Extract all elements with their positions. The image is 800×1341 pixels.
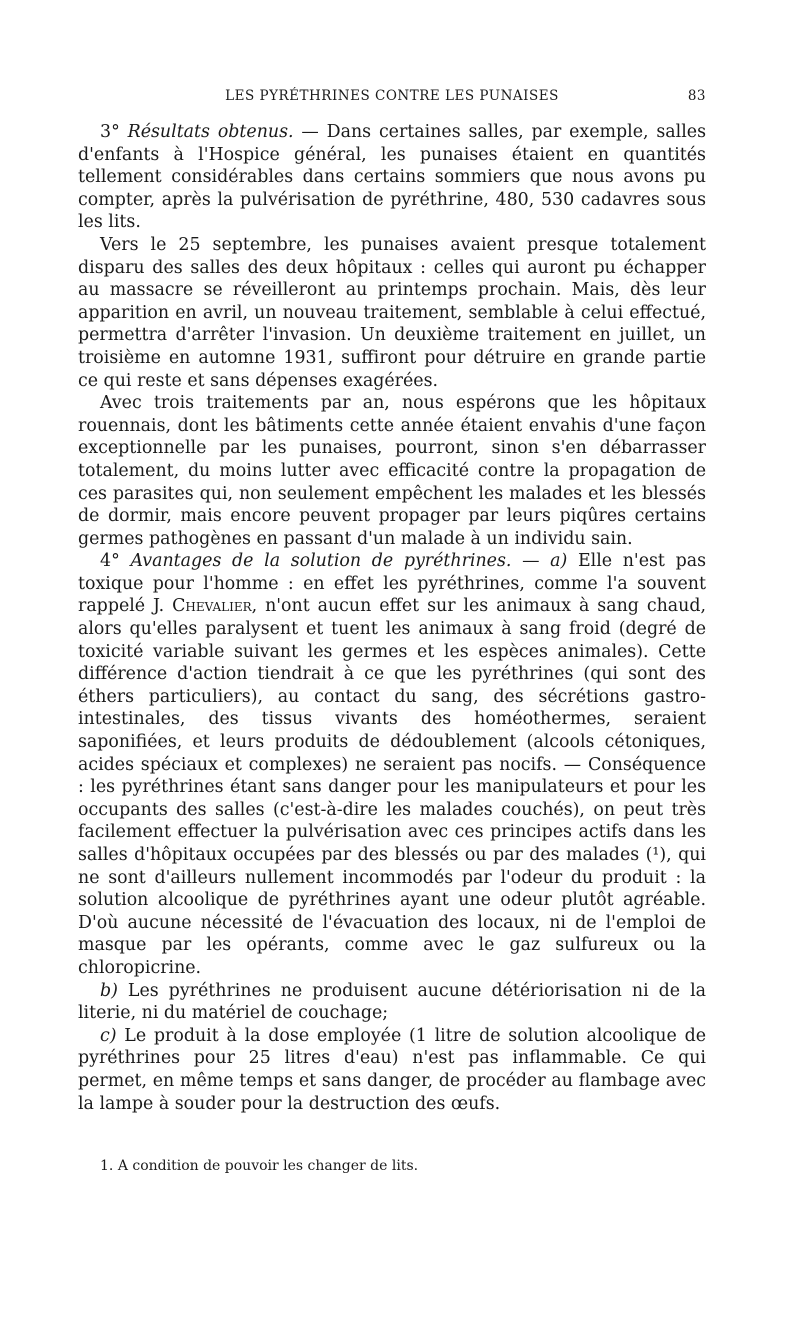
item-b-text: Les pyréthrines ne produisent aucune détériorisation ni de la literie, ni du matériel de couchage; xyxy=(78,980,706,1024)
author-name: Chevalier xyxy=(172,596,252,617)
item-a-text-2: , n'ont aucun effet sur les animaux à sang chaud, alors qu'elles paralysent et tuent les animaux à sang froid (degré de toxicité variable suivant les germes et les espèces animales). Cette différence d'action tiendrait à ce que les pyréthrines (qui sont des éthers particuliers), au contact du sang, des sécrétions gastro-intestinales, des tissus vivants des homéothermes, seraient saponifiées, et leurs produits de dédoublement (alcools cétoniques, acides spéciaux et complexes) ne seraient pas nocifs. — Conséquence : les pyréthrines étant sans danger pour les manipulateurs et pour les occupants des salles (c'est-à-dire les malades couchés), on peut très facilement effectuer la pulvérisation avec ces principes actifs dans les salles d'hôpitaux occupées par des blessés ou par des malades xyxy=(78,596,706,865)
page-number: 83 xyxy=(687,88,706,104)
item-c-text: Le produit à la dose employée (1 litre de solution alcoolique de pyréthrines pour 25 litres d'eau) n'est pas inflammable. Ce qui permet, en même temps et sans danger, de procéder au flambage avec la lampe à souder pour la destruction des œufs. xyxy=(78,1025,706,1114)
item-a-label: a) xyxy=(550,551,568,572)
section-3-dash: — xyxy=(293,122,327,142)
footnote-reference: (¹) xyxy=(645,845,667,865)
item-b-paragraph xyxy=(78,980,706,1025)
section-4-title: Avantages de la solution de pyréthrines. xyxy=(130,551,512,572)
section-4-dash: — xyxy=(511,551,551,572)
body-text xyxy=(78,121,706,1115)
section-3-paragraph-2: Vers le 25 septembre, les punaises avaient presque totalement disparu des salles des deux hôpitaux : celles qui auront pu échapper au massacre se réveilleront au printemps prochain. Mais, dès leur apparition en avril, un nouveau traitement, semblable à celui effectué, permettra d'arrêter l'invasion. Un deuxième traitement en juillet, un troisième en automne 1931, suffiront pour détruire en grande partie ce qui reste et sans dépenses exagérées. xyxy=(78,234,706,391)
item-c-paragraph xyxy=(78,1025,706,1115)
section-4-number: 4° xyxy=(100,551,120,572)
item-a-text-3: , qui ne sont d'ailleurs nullement incommodés par l'odeur du produit : la solution alcoolique de pyréthrines ayant une odeur plutôt agréable. D'où aucune nécessité de l'évacuation des locaux, ni de l'emploi de masque par les opérants, comme avec le gaz sulfureux ou la chloropicrine. xyxy=(78,845,706,978)
section-3-number: 3° xyxy=(100,122,120,142)
section-3-paragraph-3: Avec trois traitements par an, nous espérons que les hôpitaux rouennais, dont les bâtiments cette année étaient envahis d'une façon exceptionnelle par les punaises, pourront, sinon s'en débarrasser totalement, du moins lutter avec efficacité contre la propagation de ces parasites qui, non seulement empêchent les malades et les blessés de dormir, mais encore peuvent propager par leurs piqûres certains germes pathogènes en passant d'un malade à un individu sain. xyxy=(78,393,706,549)
footnote-text: A condition de pouvoir les changer de lits. xyxy=(117,1158,419,1174)
item-c-label: c) xyxy=(100,1025,117,1046)
section-3-title: Résultats obtenus. xyxy=(127,122,294,142)
section-4-paragraph xyxy=(78,550,706,979)
section-3-paragraph xyxy=(78,121,706,234)
item-b-label: b) xyxy=(100,980,118,1001)
item-a-text-1: Elle n'est pas toxique pour l'homme : en effet les pyréthrines, comme l'a souvent rappelé J. xyxy=(78,551,706,617)
running-title: LES PYRÉTHRINES CONTRE LES PUNAISES xyxy=(225,88,559,104)
running-header xyxy=(78,88,706,110)
footnote-number: 1. xyxy=(100,1158,114,1174)
footnote xyxy=(100,1157,706,1175)
section-3-text-1: Dans certaines salles, par exemple, salles d'enfants à l'Hospice général, les punaises étaient en quantités tellement considérables dans certains sommiers que nous avons pu compter, après la pulvérisation de pyréthrine, 480, 530 cadavres sous les lits. xyxy=(78,122,707,233)
